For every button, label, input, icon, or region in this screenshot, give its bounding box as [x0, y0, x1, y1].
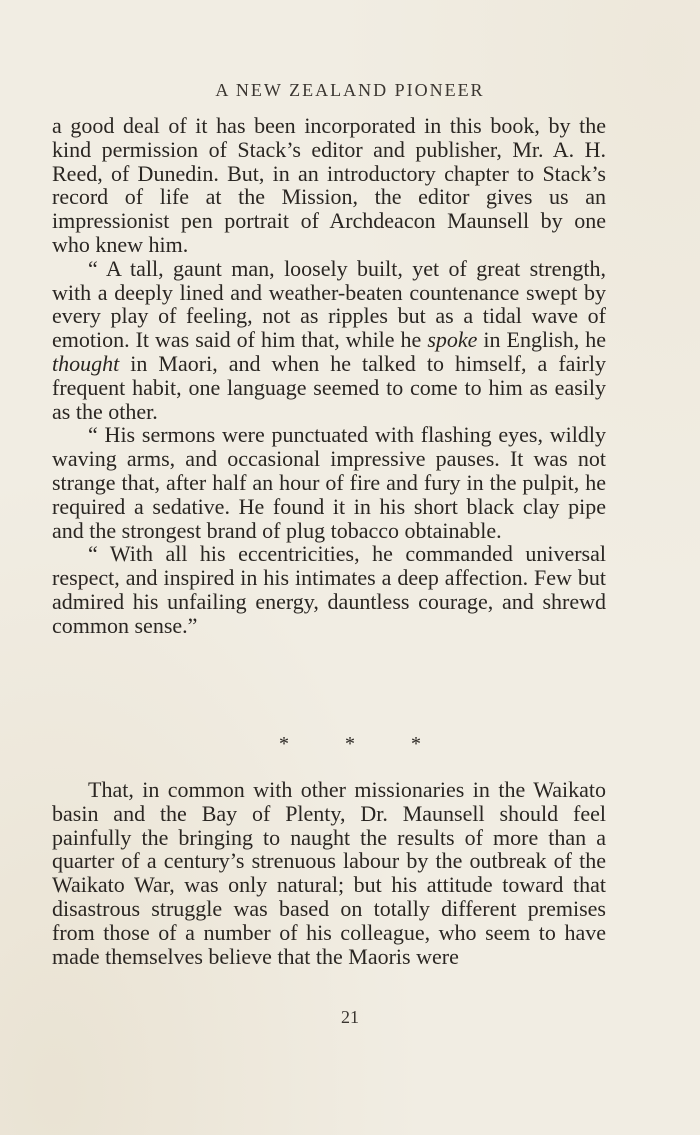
text-run: in English, he	[477, 327, 607, 353]
italic-word-thought: thought	[52, 350, 120, 376]
paragraph-quote-eccentricities: “ With all his eccentricities, he commanded universal respect, and inspired in his intimates a deep affection. Few but admired his unfailing energy, dauntless courage, and shrewd common sense.”	[52, 541, 606, 638]
text-run: in Maori, and when he talked to himself, a fairly frequent habit, one language seemed to come to him as easily as the other.	[52, 350, 606, 424]
asterisk: *	[279, 733, 289, 755]
text-run: “ A tall, gaunt man, loosely built, yet of great strength, with a deeply lined and weather-beaten countenance swept by every play of feeling, not as ripples but as a tidal wave of emotion. It was said of him that, while he	[52, 255, 606, 353]
asterisk: *	[345, 733, 355, 755]
asterisk: *	[411, 733, 421, 755]
paragraph-quote-description	[52, 257, 606, 424]
page-number: 21	[341, 1007, 359, 1027]
paragraph-quote-sermons: “ His sermons were punctuated with flashing eyes, wildly waving arms, and occasional impressive pauses. It was not strange that, after half an hour of fire and fury in the pulpit, he required a sedative. He found it in his short black clay pipe and the strongest brand of plug tobacco obtainable.	[52, 422, 606, 543]
section-separator	[0, 733, 700, 756]
body-text-lower	[52, 778, 606, 968]
running-head: A NEW ZEALAND PIONEER	[215, 80, 485, 100]
body-text-upper	[52, 114, 606, 638]
paragraph-continuation: a good deal of it has been incorporated in this book, by the kind permission of Stack’s editor and publisher, Mr. A. H. Reed, of Dunedin. But, in an introductory chapter to Stack’s record of life at the Mission, the editor gives us an impressionist pen portrait of Archdeacon Maunsell by one who knew him.	[52, 113, 606, 257]
paragraph-waikato-war: That, in common with other missionaries in the Waikato basin and the Bay of Plenty, Dr. Maunsell should feel painfully the bringing to naught the results of more than a quarter of a century’s strenuous labour by the outbreak of the Waikato War, was only natural; but his attitude toward that disastrous struggle was based on totally different premises from those of a number of his colleague, who seem to have made themselves believe that the Maoris were	[52, 777, 606, 969]
italic-word-spoke: spoke	[427, 327, 478, 353]
